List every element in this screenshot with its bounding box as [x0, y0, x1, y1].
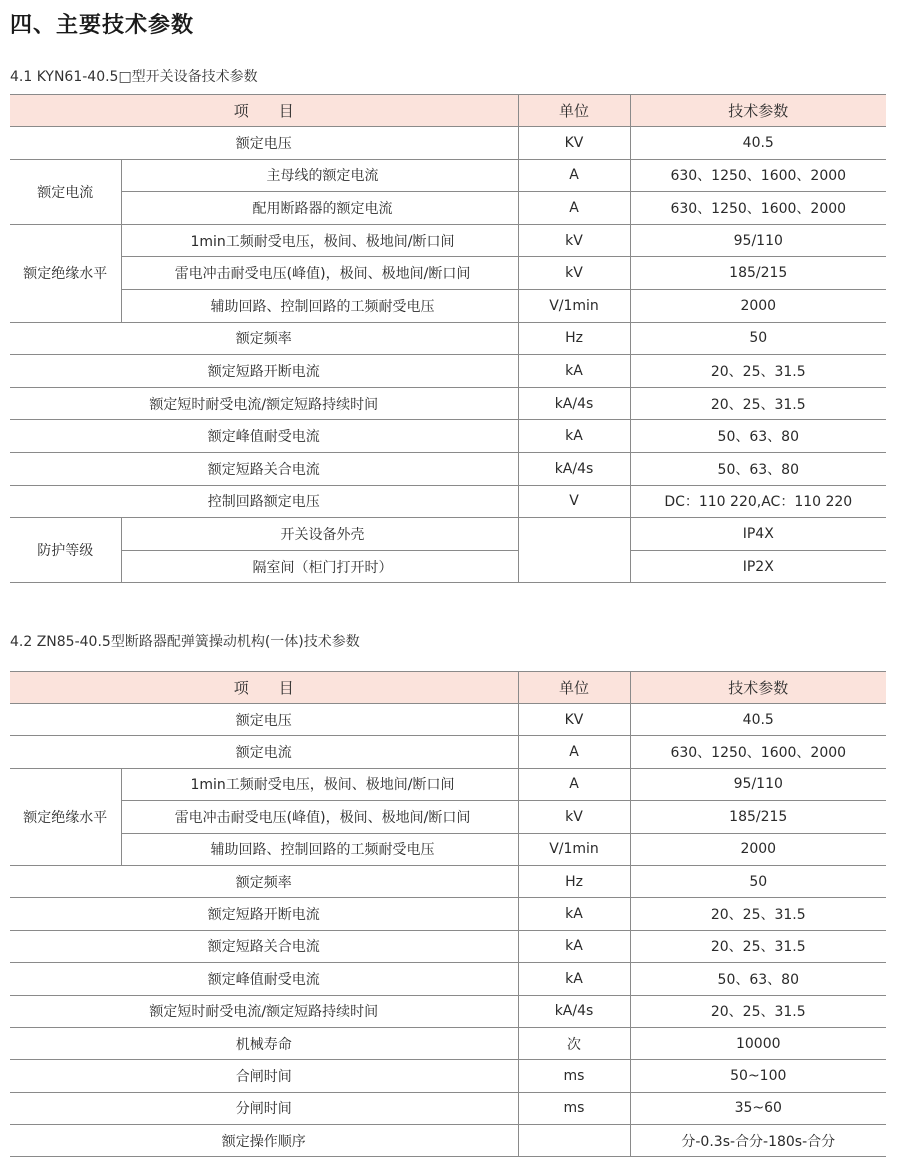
section-2-title: 4.2 ZN85-40.5型断路器配弹簧操动机构(一体)技术参数	[10, 634, 360, 650]
unit-cell: Hz	[518, 322, 630, 355]
unit-cell: KV	[518, 127, 630, 160]
table-row	[10, 159, 886, 192]
unit-cell: kV	[518, 224, 630, 257]
value-cell: 95/110	[630, 768, 886, 800]
table-row	[10, 898, 886, 930]
item-cell: 额定电压	[10, 704, 518, 736]
value-cell: 2000	[630, 833, 886, 865]
item-cell: 辅助回路、控制回路的工频耐受电压	[121, 833, 518, 865]
item-cell: 配用断路器的额定电流	[121, 192, 518, 225]
unit-cell: A	[518, 736, 630, 768]
table-row	[10, 1027, 886, 1059]
value-cell: 10000	[630, 1027, 886, 1059]
item-cell: 主母线的额定电流	[121, 159, 518, 192]
value-cell: 40.5	[630, 704, 886, 736]
table-header-row	[10, 672, 886, 704]
value-cell: 20、25、31.5	[630, 930, 886, 962]
table-row	[10, 768, 886, 800]
value-cell: 630、1250、1600、2000	[630, 159, 886, 192]
unit-cell: kA/4s	[518, 387, 630, 420]
value-cell: 630、1250、1600、2000	[630, 736, 886, 768]
table-row	[10, 518, 886, 551]
group-label-cell: 额定绝缘水平	[10, 768, 121, 865]
item-cell: 开关设备外壳	[121, 518, 518, 551]
item-cell: 额定电流	[10, 736, 518, 768]
table-row	[10, 704, 886, 736]
unit-cell: kA/4s	[518, 452, 630, 485]
item-cell: 额定频率	[10, 322, 518, 355]
table-row	[10, 322, 886, 355]
table-row	[10, 963, 886, 995]
header-item: 项 目	[10, 672, 518, 704]
value-cell: 20、25、31.5	[630, 387, 886, 420]
header-unit: 单位	[518, 95, 630, 127]
unit-cell: V	[518, 485, 630, 518]
table-row	[10, 1125, 886, 1157]
unit-cell: A	[518, 192, 630, 225]
unit-cell: kA	[518, 355, 630, 388]
unit-cell: 次	[518, 1027, 630, 1059]
value-cell: 40.5	[630, 127, 886, 160]
value-cell: 20、25、31.5	[630, 898, 886, 930]
item-cell: 隔室间（柜门打开时）	[121, 550, 518, 583]
item-cell: 合闸时间	[10, 1060, 518, 1092]
unit-cell: A	[518, 768, 630, 800]
unit-cell: V/1min	[518, 289, 630, 322]
table-row	[10, 257, 886, 290]
value-cell: 50、63、80	[630, 420, 886, 453]
unit-cell	[518, 1125, 630, 1157]
table-row	[10, 289, 886, 322]
item-cell: 额定电压	[10, 127, 518, 160]
value-cell: IP4X	[630, 518, 886, 551]
value-cell: 50	[630, 322, 886, 355]
unit-cell: kA	[518, 898, 630, 930]
header-unit: 单位	[518, 672, 630, 704]
item-cell: 额定短时耐受电流/额定短路持续时间	[10, 995, 518, 1027]
value-cell: 630、1250、1600、2000	[630, 192, 886, 225]
item-cell: 额定短路开断电流	[10, 355, 518, 388]
item-cell: 控制回路额定电压	[10, 485, 518, 518]
table-row	[10, 452, 886, 485]
unit-cell: kV	[518, 257, 630, 290]
unit-cell: kV	[518, 801, 630, 833]
group-label-cell: 防护等级	[10, 518, 121, 583]
section-1-title: 4.1 KYN61-40.5□型开关设备技术参数	[10, 69, 258, 85]
table-row	[10, 355, 886, 388]
spec-table-1-body	[10, 95, 886, 583]
unit-cell: kA	[518, 930, 630, 962]
table-header-row	[10, 95, 886, 127]
table-row	[10, 995, 886, 1027]
item-cell: 额定操作顺序	[10, 1125, 518, 1157]
item-cell: 额定短路关合电流	[10, 930, 518, 962]
unit-cell: ms	[518, 1060, 630, 1092]
value-cell: 20、25、31.5	[630, 355, 886, 388]
item-cell: 额定短路开断电流	[10, 898, 518, 930]
unit-cell: A	[518, 159, 630, 192]
table-row	[10, 801, 886, 833]
spec-table-2-body	[10, 672, 886, 1157]
table-row	[10, 833, 886, 865]
unit-cell: Hz	[518, 865, 630, 897]
table-row	[10, 1060, 886, 1092]
item-cell: 额定峰值耐受电流	[10, 420, 518, 453]
item-cell: 雷电冲击耐受电压(峰值)，极间、极地间/断口间	[121, 801, 518, 833]
value-cell: 95/110	[630, 224, 886, 257]
item-cell: 额定峰值耐受电流	[10, 963, 518, 995]
table-row	[10, 420, 886, 453]
header-value: 技术参数	[630, 95, 886, 127]
item-cell: 额定短时耐受电流/额定短路持续时间	[10, 387, 518, 420]
table-row	[10, 865, 886, 897]
table-row	[10, 930, 886, 962]
value-cell: IP2X	[630, 550, 886, 583]
table-row	[10, 387, 886, 420]
unit-cell	[518, 518, 630, 583]
unit-cell: kA	[518, 420, 630, 453]
table-row	[10, 127, 886, 160]
unit-cell: ms	[518, 1092, 630, 1124]
value-cell: 35~60	[630, 1092, 886, 1124]
group-label-cell: 额定电流	[10, 159, 121, 224]
table-row	[10, 550, 886, 583]
item-cell: 1min工频耐受电压，极间、极地间/断口间	[121, 768, 518, 800]
unit-cell: kA/4s	[518, 995, 630, 1027]
item-cell: 分闸时间	[10, 1092, 518, 1124]
spec-table-1	[10, 94, 886, 583]
table-row	[10, 192, 886, 225]
unit-cell: V/1min	[518, 833, 630, 865]
value-cell: 185/215	[630, 801, 886, 833]
header-value: 技术参数	[630, 672, 886, 704]
value-cell: 185/215	[630, 257, 886, 290]
header-item: 项 目	[10, 95, 518, 127]
table-row	[10, 485, 886, 518]
item-cell: 1min工频耐受电压，极间、极地间/断口间	[121, 224, 518, 257]
value-cell: 50~100	[630, 1060, 886, 1092]
group-label-cell: 额定绝缘水平	[10, 224, 121, 322]
value-cell: 50、63、80	[630, 963, 886, 995]
item-cell: 辅助回路、控制回路的工频耐受电压	[121, 289, 518, 322]
value-cell: DC：110 220,AC：110 220	[630, 485, 886, 518]
unit-cell: KV	[518, 704, 630, 736]
unit-cell: kA	[518, 963, 630, 995]
value-cell: 50、63、80	[630, 452, 886, 485]
page-title: 四、主要技术参数	[10, 13, 195, 38]
item-cell: 额定短路关合电流	[10, 452, 518, 485]
value-cell: 50	[630, 865, 886, 897]
value-cell: 分-0.3s-合分-180s-合分	[630, 1125, 886, 1157]
value-cell: 20、25、31.5	[630, 995, 886, 1027]
table-row	[10, 224, 886, 257]
table-row	[10, 1092, 886, 1124]
spec-table-2	[10, 671, 886, 1157]
item-cell: 机械寿命	[10, 1027, 518, 1059]
value-cell: 2000	[630, 289, 886, 322]
item-cell: 额定频率	[10, 865, 518, 897]
table-row	[10, 736, 886, 768]
item-cell: 雷电冲击耐受电压(峰值)，极间、极地间/断口间	[121, 257, 518, 290]
